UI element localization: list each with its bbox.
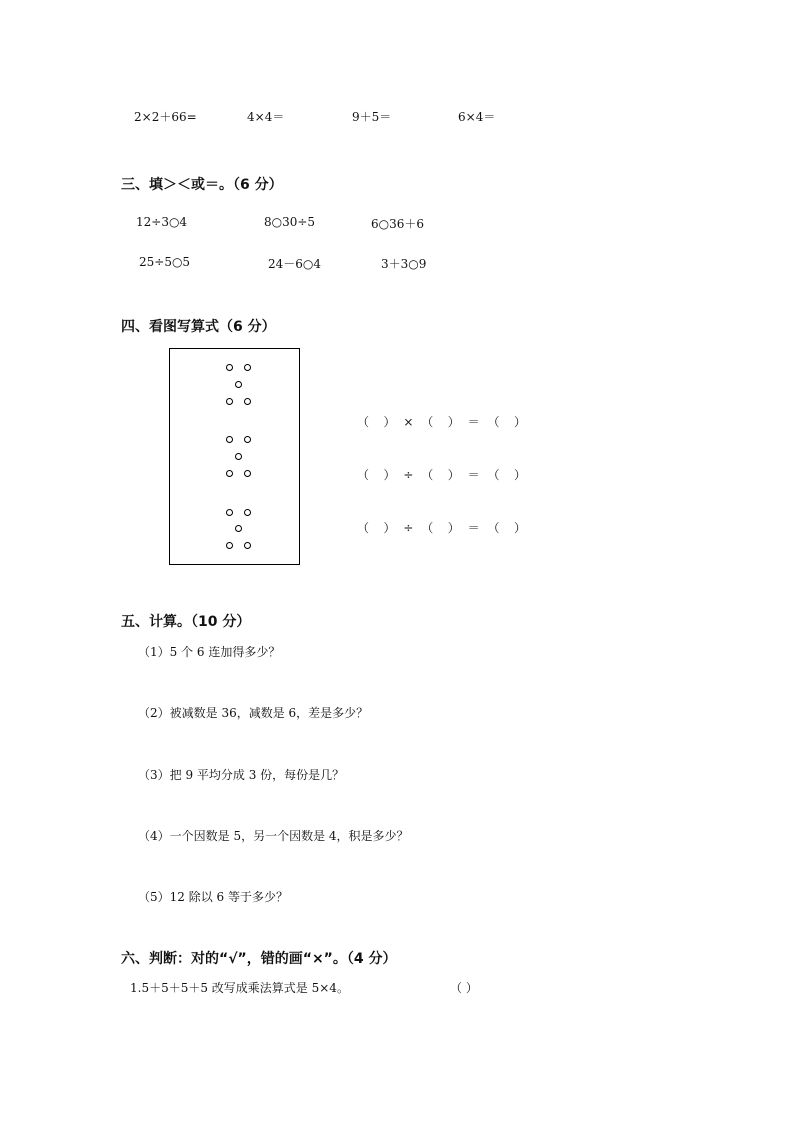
- circle-icon: [244, 364, 251, 371]
- paren-open: （: [421, 468, 434, 482]
- judge-answer-blank[interactable]: （ ）: [450, 981, 478, 995]
- paren-close: ）: [513, 521, 527, 535]
- paren-open: （: [421, 521, 434, 535]
- section-3-heading: 三、填＞＜或＝。（6 分）: [121, 177, 283, 193]
- compare-item: 8○30÷5: [264, 215, 316, 229]
- paren-open: （: [357, 468, 370, 482]
- question-item: （3）把 9 平均分成 3 份，每份是几？: [138, 768, 345, 782]
- circle-diagram: [169, 348, 300, 565]
- equals-sign: ＝: [467, 521, 481, 535]
- paren-close: ）: [447, 521, 461, 535]
- compare-item: 25÷5○5: [139, 255, 191, 269]
- equation-row-3: [357, 519, 526, 536]
- circle-icon: [244, 436, 251, 443]
- operator: ×: [403, 415, 414, 429]
- paren-open: （: [487, 521, 500, 535]
- paren-open: （: [487, 415, 500, 429]
- circle-icon: [226, 436, 233, 443]
- question-item: （4）一个因数是 5，另一个因数是 4，积是多少？: [138, 829, 409, 843]
- top-expression-2: 4×4＝: [247, 110, 285, 124]
- question-item: （2）被减数是 36，减数是 6，差是多少？: [138, 706, 369, 720]
- circle-icon: [244, 509, 251, 516]
- section-6-heading: 六、判断：对的“√”，错的画“×”。（4 分）: [121, 951, 397, 967]
- paren-open: （: [357, 415, 370, 429]
- paren-close: ）: [383, 521, 397, 535]
- circle-icon: [235, 381, 242, 388]
- equation-row-2: [357, 466, 526, 483]
- paren-open: （: [487, 468, 500, 482]
- equals-sign: ＝: [467, 468, 481, 482]
- paren-open: （: [357, 521, 370, 535]
- circle-icon: [244, 470, 251, 477]
- question-item: （5）12 除以 6 等于多少？: [138, 890, 288, 904]
- operator: ÷: [403, 521, 414, 535]
- paren-close: ）: [447, 468, 461, 482]
- circle-icon: [226, 542, 233, 549]
- equation-row-1: [357, 413, 526, 430]
- compare-item: 6○36＋6: [371, 217, 425, 231]
- paren-close: ）: [383, 468, 397, 482]
- paren-close: ）: [513, 468, 527, 482]
- judge-item-text: 1.5＋5＋5＋5 改写成乘法算式是 5×4。: [130, 981, 349, 995]
- circle-icon: [226, 509, 233, 516]
- top-expression-3: 9＋5＝: [352, 110, 392, 124]
- circle-icon: [235, 525, 242, 532]
- compare-item: 3＋3○9: [381, 257, 427, 271]
- compare-item: 24－6○4: [268, 257, 322, 271]
- question-item: （1）5 个 6 连加得多少？: [138, 645, 281, 659]
- circle-icon: [226, 398, 233, 405]
- equals-sign: ＝: [467, 415, 481, 429]
- paren-close: ）: [513, 415, 527, 429]
- paren-open: （: [421, 415, 434, 429]
- compare-item: 12÷3○4: [136, 215, 188, 229]
- circle-icon: [235, 453, 242, 460]
- paren-close: ）: [447, 415, 461, 429]
- top-expression-1: 2×2＋66=: [134, 110, 197, 124]
- paren-close: ）: [383, 415, 397, 429]
- circle-icon: [226, 470, 233, 477]
- circle-icon: [226, 364, 233, 371]
- circle-icon: [244, 398, 251, 405]
- section-4-heading: 四、看图写算式（6 分）: [121, 319, 276, 335]
- section-5-heading: 五、计算。（10 分）: [121, 614, 251, 630]
- top-expression-4: 6×4＝: [458, 110, 496, 124]
- circle-icon: [244, 542, 251, 549]
- operator: ÷: [403, 468, 414, 482]
